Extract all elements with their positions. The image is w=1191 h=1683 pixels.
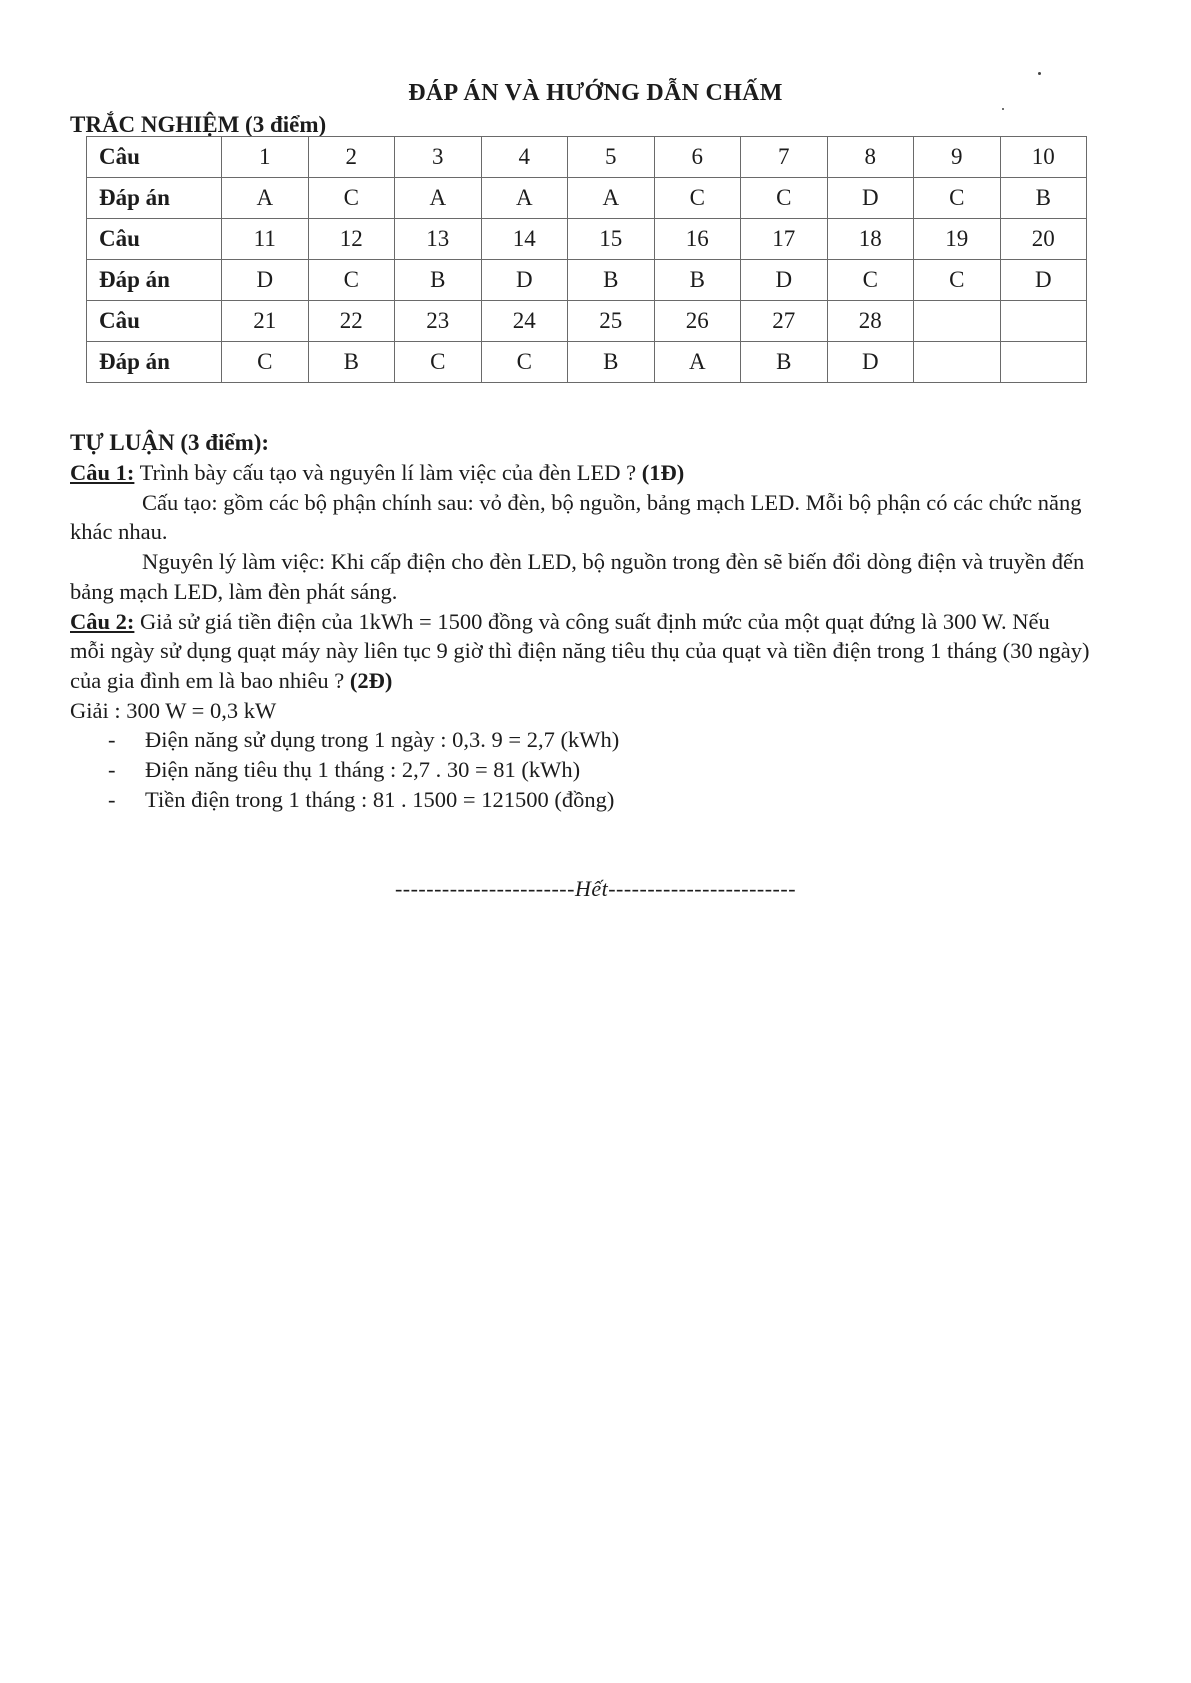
question-row: [87, 219, 1087, 260]
answer-cell: C: [481, 342, 568, 383]
answer-cell: C: [741, 178, 828, 219]
question-1-text: Trình bày cấu tạo và nguyên lí làm việc của đèn LED ?: [134, 460, 642, 485]
answer-row: [87, 178, 1087, 219]
question-1-label: Câu 1:: [70, 460, 135, 485]
answer-cell: [914, 342, 1001, 383]
solution-step: - Điện năng tiêu thụ 1 tháng : 2,7 . 30 = 81 (kWh): [70, 755, 1090, 785]
question-2-text: Giả sử giá tiền điện của 1kWh = 1500 đồng và công suất định mức của một quạt đứng là 300 W. Nếu mỗi ngày sử dụng quạt máy này liên tục 9 giờ thì điện năng tiêu thụ của quạt và tiền điện trong 1 tháng (30 ngày) của gia đình em là bao nhiêu ?: [70, 608, 1090, 693]
answer-1-structure: Cấu tạo: gồm các bộ phận chính sau: vỏ đèn, bộ nguồn, bảng mạch LED. Mỗi bộ phận có các chức năng khác nhau.: [70, 489, 1082, 545]
question-2: [70, 607, 1090, 696]
question-number-cell: 28: [827, 301, 914, 342]
question-number-cell: 13: [395, 219, 482, 260]
dash-bullet: -: [108, 757, 116, 783]
multiple-choice-heading: TRẮC NGHIỆM (3 điểm): [70, 112, 327, 137]
question-1: [70, 458, 1090, 488]
answer-cell: B: [741, 342, 828, 383]
answer-cell: B: [568, 260, 655, 301]
answer-cell: B: [308, 342, 395, 383]
essay-content: [70, 458, 1090, 814]
scan-speck: [1002, 108, 1004, 110]
question-number-cell: 5: [568, 137, 655, 178]
answer-cell: C: [914, 260, 1001, 301]
answer-cell: C: [395, 342, 482, 383]
answer-cell: A: [222, 178, 309, 219]
answer-cell: D: [481, 260, 568, 301]
answer-row-label: Đáp án: [87, 342, 222, 383]
answer-cell: C: [308, 178, 395, 219]
answer-row-label: Đáp án: [87, 260, 222, 301]
question-number-cell: 3: [395, 137, 482, 178]
question-number-cell: 12: [308, 219, 395, 260]
question-number-cell: 21: [222, 301, 309, 342]
question-2-points: (2Đ): [349, 667, 393, 693]
answer-cell: C: [827, 260, 914, 301]
question-row: [87, 137, 1087, 178]
answer-cell: D: [222, 260, 309, 301]
solution-step: - Tiền điện trong 1 tháng : 81 . 1500 = 121500 (đồng): [70, 785, 1090, 815]
question-number-cell: 23: [395, 301, 482, 342]
question-number-cell: 4: [481, 137, 568, 178]
answer-cell: [1000, 342, 1087, 383]
answer-cell: B: [395, 260, 482, 301]
question-2-label: Câu 2:: [70, 608, 135, 634]
question-number-cell: 25: [568, 301, 655, 342]
question-number-cell: [1000, 301, 1087, 342]
question-row: [87, 301, 1087, 342]
question-number-cell: 11: [222, 219, 309, 260]
document-title: ĐÁP ÁN VÀ HƯỚNG DẪN CHẤM: [408, 80, 783, 106]
scan-speck: [1038, 72, 1041, 75]
essay-heading: TỰ LUẬN (3 điểm):: [70, 430, 270, 455]
answer-row-label: Đáp án: [87, 178, 222, 219]
question-number-cell: 24: [481, 301, 568, 342]
end-marker: -----------------------Hết------------------------: [394, 876, 797, 901]
answer-1-principle: Nguyên lý làm việc: Khi cấp điện cho đèn LED, bộ nguồn trong đèn sẽ biến đổi dòng điện và truyền đến bảng mạch LED, làm đèn phát sáng.: [70, 549, 1085, 604]
question-number-cell: 27: [741, 301, 828, 342]
answer-cell: B: [654, 260, 741, 301]
answer-cell: D: [741, 260, 828, 301]
question-number-cell: [914, 301, 1001, 342]
question-number-cell: 19: [914, 219, 1001, 260]
question-number-cell: 17: [741, 219, 828, 260]
answer-cell: A: [395, 178, 482, 219]
question-number-cell: 14: [481, 219, 568, 260]
answer-cell: D: [827, 178, 914, 219]
question-number-cell: 22: [308, 301, 395, 342]
question-number-cell: 16: [654, 219, 741, 260]
question-row-label: Câu: [87, 301, 222, 342]
answer-cell: B: [1000, 178, 1087, 219]
answer-cell: C: [654, 178, 741, 219]
solution-step: - Điện năng sử dụng trong 1 ngày : 0,3. 9 = 2,7 (kWh): [70, 725, 1090, 755]
dash-bullet: -: [108, 786, 116, 812]
question-number-cell: 7: [741, 137, 828, 178]
question-number-cell: 2: [308, 137, 395, 178]
solution-steps: [70, 725, 1090, 814]
answer-row: [87, 342, 1087, 383]
question-number-cell: 10: [1000, 137, 1087, 178]
answer-cell: C: [308, 260, 395, 301]
question-number-cell: 26: [654, 301, 741, 342]
answer-table: [86, 136, 1087, 383]
answer-cell: A: [481, 178, 568, 219]
question-row-label: Câu: [87, 219, 222, 260]
question-number-cell: 9: [914, 137, 1001, 178]
answer-cell: B: [568, 342, 655, 383]
answer-cell: D: [827, 342, 914, 383]
question-number-cell: 6: [654, 137, 741, 178]
answer-cell: C: [914, 178, 1001, 219]
answer-cell: A: [654, 342, 741, 383]
question-number-cell: 1: [222, 137, 309, 178]
answer-cell: D: [1000, 260, 1087, 301]
answer-cell: C: [222, 342, 309, 383]
question-row-label: Câu: [87, 137, 222, 178]
question-number-cell: 15: [568, 219, 655, 260]
question-number-cell: 8: [827, 137, 914, 178]
question-number-cell: 20: [1000, 219, 1087, 260]
dash-bullet: -: [108, 727, 116, 753]
answer-row: [87, 260, 1087, 301]
solution-line: Giải : 300 W = 0,3 kW: [70, 697, 277, 723]
answer-cell: A: [568, 178, 655, 219]
question-number-cell: 18: [827, 219, 914, 260]
question-1-points: (1Đ): [641, 460, 685, 485]
